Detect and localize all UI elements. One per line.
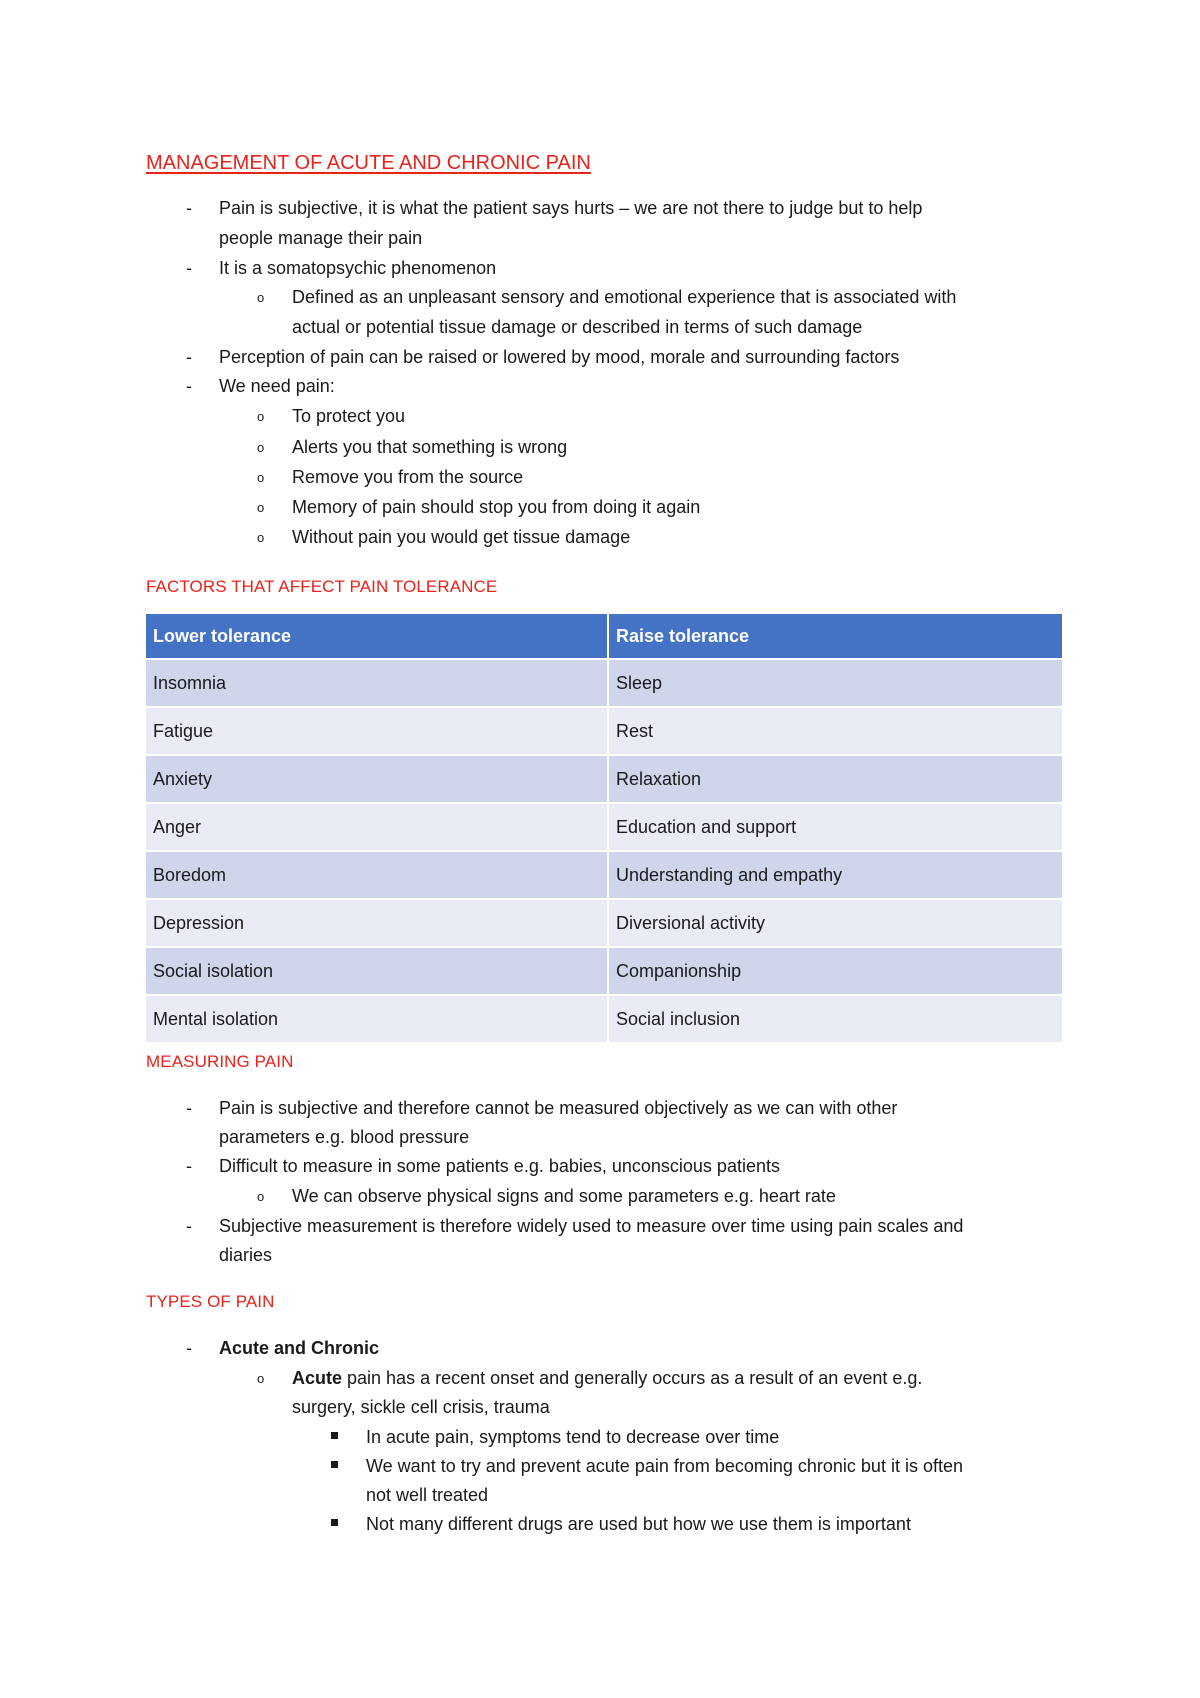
measuring-heading: MEASURING PAIN <box>146 1052 294 1071</box>
table-header-row <box>146 614 1062 659</box>
need-pain-item: Without pain you would get tissue damage <box>292 527 631 547</box>
measuring-sub-bullet: We can observe physical signs and some parameters e.g. heart rate <box>292 1186 836 1206</box>
table-cell: Depression <box>146 899 608 947</box>
dash-bullet: - <box>186 198 192 218</box>
dash-bullet: - <box>186 1098 192 1118</box>
dash-bullet: - <box>186 1156 192 1176</box>
table-header-cell: Raise tolerance <box>608 614 1062 659</box>
table-cell: Insomnia <box>146 659 608 707</box>
acute-pain-line-1: Acute pain has a recent onset and generally occurs as a result of an event e.g. <box>292 1368 923 1388</box>
measuring-bullet-3-line-2: diaries <box>219 1245 273 1265</box>
circle-bullet: o <box>257 1189 265 1204</box>
table-row <box>146 707 1062 755</box>
circle-bullet: o <box>257 470 265 485</box>
types-bullet-1: Acute and Chronic <box>219 1338 380 1358</box>
page-title: MANAGEMENT OF ACUTE AND CHRONIC PAIN <box>146 152 591 174</box>
acute-detail-1: In acute pain, symptoms tend to decrease over time <box>366 1427 780 1447</box>
table-cell: Social isolation <box>146 947 608 995</box>
circle-bullet: o <box>257 500 265 515</box>
table-row <box>146 947 1062 995</box>
acute-detail-2-line-1: We want to try and prevent acute pain from becoming chronic but it is often <box>366 1456 963 1476</box>
table-header-cell: Lower tolerance <box>146 614 608 659</box>
need-pain-item: Alerts you that something is wrong <box>292 437 568 457</box>
acute-detail-2-line-2: not well treated <box>366 1485 489 1505</box>
need-pain-item: Memory of pain should stop you from doing it again <box>292 497 701 517</box>
circle-bullet: o <box>257 290 265 305</box>
table-row <box>146 803 1062 851</box>
intro-bullet-1-line-1: Pain is subjective, it is what the patient says hurts – we are not there to judge but to help <box>219 198 923 218</box>
dash-bullet: - <box>186 1216 192 1236</box>
acute-pain-line-2: surgery, sickle cell crisis, trauma <box>292 1397 550 1417</box>
table-row <box>146 851 1062 899</box>
table-cell: Anger <box>146 803 608 851</box>
table-cell: Rest <box>608 707 1062 755</box>
circle-bullet: o <box>257 440 265 455</box>
intro-bullet-3: Perception of pain can be raised or lowered by mood, morale and surrounding factors <box>219 347 900 367</box>
table-row <box>146 755 1062 803</box>
circle-bullet: o <box>257 530 265 545</box>
need-pain-item: To protect you <box>292 406 406 426</box>
measuring-bullet-1-line-1: Pain is subjective and therefore cannot be measured objectively as we can with other <box>219 1098 898 1118</box>
dash-bullet: - <box>186 347 192 367</box>
intro-bullet-4: We need pain: <box>219 376 335 396</box>
table-cell: Boredom <box>146 851 608 899</box>
circle-bullet: o <box>257 1371 265 1386</box>
dash-bullet: - <box>186 258 192 278</box>
table-row <box>146 899 1062 947</box>
table-cell: Diversional activity <box>608 899 1062 947</box>
intro-sub-bullet-line-2: actual or potential tissue damage or described in terms of such damage <box>292 317 863 337</box>
dash-bullet: - <box>186 1338 192 1358</box>
table-row <box>146 659 1062 707</box>
intro-bullet-1-line-2: people manage their pain <box>219 228 423 248</box>
square-bullet <box>331 1461 338 1468</box>
pain-tolerance-table <box>146 614 1062 1042</box>
square-bullet <box>331 1432 338 1439</box>
table-cell: Sleep <box>608 659 1062 707</box>
table-cell: Social inclusion <box>608 995 1062 1042</box>
table-cell: Companionship <box>608 947 1062 995</box>
table-row <box>146 995 1062 1042</box>
dash-bullet: - <box>186 376 192 396</box>
measuring-bullet-1-line-2: parameters e.g. blood pressure <box>219 1127 470 1147</box>
square-bullet <box>331 1519 338 1526</box>
measuring-bullet-2: Difficult to measure in some patients e.g. babies, unconscious patients <box>219 1156 780 1176</box>
table-cell: Understanding and empathy <box>608 851 1062 899</box>
circle-bullet: o <box>257 409 265 424</box>
need-pain-item: Remove you from the source <box>292 467 524 487</box>
table-cell: Fatigue <box>146 707 608 755</box>
intro-sub-bullet-line-1: Defined as an unpleasant sensory and emotional experience that is associated with <box>292 287 957 307</box>
table-cell: Mental isolation <box>146 995 608 1042</box>
table-cell: Education and support <box>608 803 1062 851</box>
measuring-bullet-3-line-1: Subjective measurement is therefore widely used to measure over time using pain scales and <box>219 1216 964 1236</box>
intro-bullet-2: It is a somatopsychic phenomenon <box>219 258 497 278</box>
table-cell: Relaxation <box>608 755 1062 803</box>
acute-detail-3: Not many different drugs are used but how we use them is important <box>366 1514 911 1534</box>
factors-heading: FACTORS THAT AFFECT PAIN TOLERANCE <box>146 577 498 596</box>
table-cell: Anxiety <box>146 755 608 803</box>
types-heading: TYPES OF PAIN <box>146 1292 275 1311</box>
